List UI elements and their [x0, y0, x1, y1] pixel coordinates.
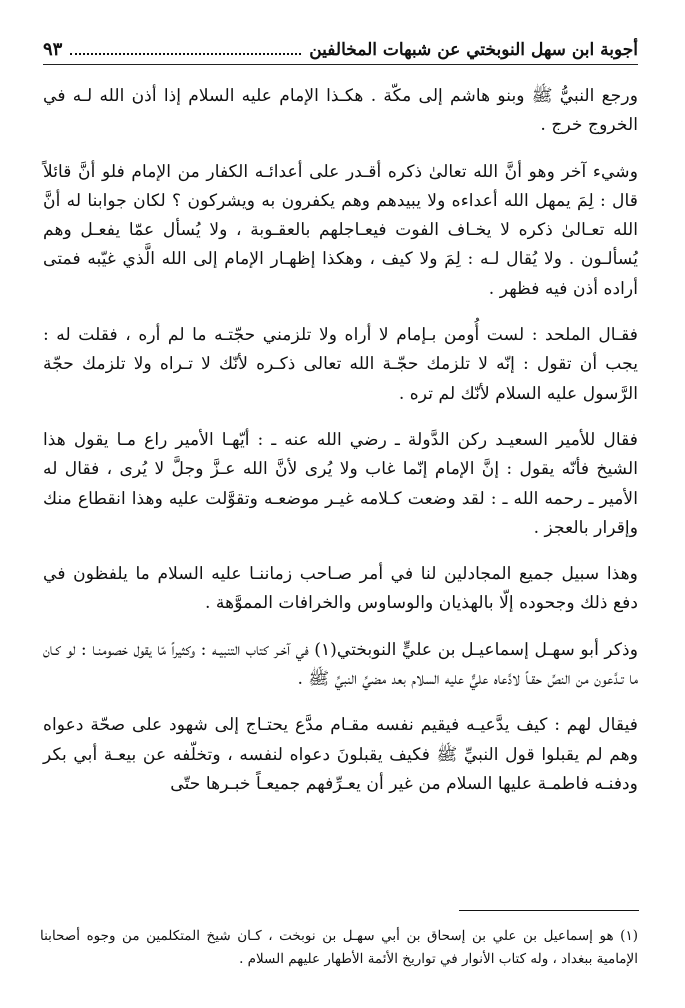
paragraph-6: وذكر أبو سهـل إسماعيـل بن عليٍّ النوبختي(١) في آخـر كتاب التنبيـه : وكثيراً مّا يقول خصومنـا : لو كـان ما تـدَّعون من النصِّ حقـاً لادَّعاه عليٌّ عليه السلام بعد مضيِّ النبيِّ ﷺ . — [43, 639, 638, 690]
paragraph-5: وهذا سبيل جميع المجادلين لنا في أمر صـاحب زماننـا عليه السلام ما يلفظون في دفع ذلك وجحوده إلّا بالهذيان والوساوس والخرافات المموَّهة . — [43, 564, 638, 614]
paragraph-3: فقـال الملحد : لست أُومن بـإمام لا أراه ولا تلزمني حجّتـه ما لم أره ، فقلت له : يجب أن تقول : إنّه لا تلزمك حجّـة الله تعالى ذكـره لأنّك لا تـراه ولا تلزمك حجّة الرَّسول عليه السلام لأنّك لم تره . — [43, 325, 638, 404]
paragraph-4: فقال للأمير السعيـد ركن الدَّولة ـ رضي الله عنه ـ : أيّهـا الأمير راع مـا يقول هذا الشيخ فأنّه يقول : إنَّ الإمام إنّما غاب ولا يُرى لأنَّ الله عـزَّ وجلَّ لا يُرى ، فقال له الأمير ـ رحمه الله ـ : لقد وضعت كـلامه غيـر موضعـه وتقوَّلت عليه وهذا انقطاع منك وإقرار بالعجز . — [43, 429, 638, 538]
footnote: (١) هو إسماعيل بن علي بن إسحاق بن أبي سهـل بن نوبخت ، كـان شيخ المتكلمين من وجوه أصحابنا الإمامية ببغداد ، وله كتاب الأنوار في تواريخ الأئمة الأطهار عليهم السلام . — [40, 928, 638, 967]
paragraph-7: فيقال لهم : كيف يدَّعيـه فيقيم نفسه مقـام مدَّع يحتـاج إلى شهود على صحّة دعواه وهم لم يقبلوا قول النبيِّ ﷺ فكيف يقبلونَ دعواه لنفسه ، وتخلّفه عن بيعـة أبي بكر ودفنـه فاطمـة عليها السلام من غير أن يعـرِّفهم جميعـاً خبـرها حتّى — [43, 715, 638, 794]
header-dot-leader — [70, 52, 301, 55]
paragraph-1: ورجع النبيُّ ﷺ وبنو هاشم إلى مكّة . هكـذا الإمام عليه السلام إذا أذن الله لـه في الخروج خرج . — [43, 86, 638, 136]
paragraph-2: وشيء آخر وهو أنَّ الله تعالىٰ ذكره أقـدر على أعدائـه الكفار من الإمام فلو أنَّ قائلاً قال : لِمَ يمهل الله أعداءه ولا يبيدهم وهم يكفرون به ويشركون ؟ لكان جوابنا له أنَّ الله تعـالىٰ ذكره لا يخـاف الفوت فيعـاجلهم بالعقـوبة ، ولا يُسأل عمّا يفعـل وهم يُسألـون . ولا يُقال لـه : لِمَ ولا كيف ، وهكذا إظهـار الإمام إلى الله الَّذي غيّبه فمتى أراده أذن فيه فظهر . — [43, 161, 638, 299]
running-header — [43, 34, 638, 60]
page-body — [43, 82, 638, 799]
footnote-rule — [459, 910, 639, 911]
header-title: أجوبة ابن سهل النوبختي عن شبهات المخالفين — [309, 40, 638, 60]
header-rule — [43, 64, 638, 65]
page-number: ٩٣ — [43, 39, 63, 60]
